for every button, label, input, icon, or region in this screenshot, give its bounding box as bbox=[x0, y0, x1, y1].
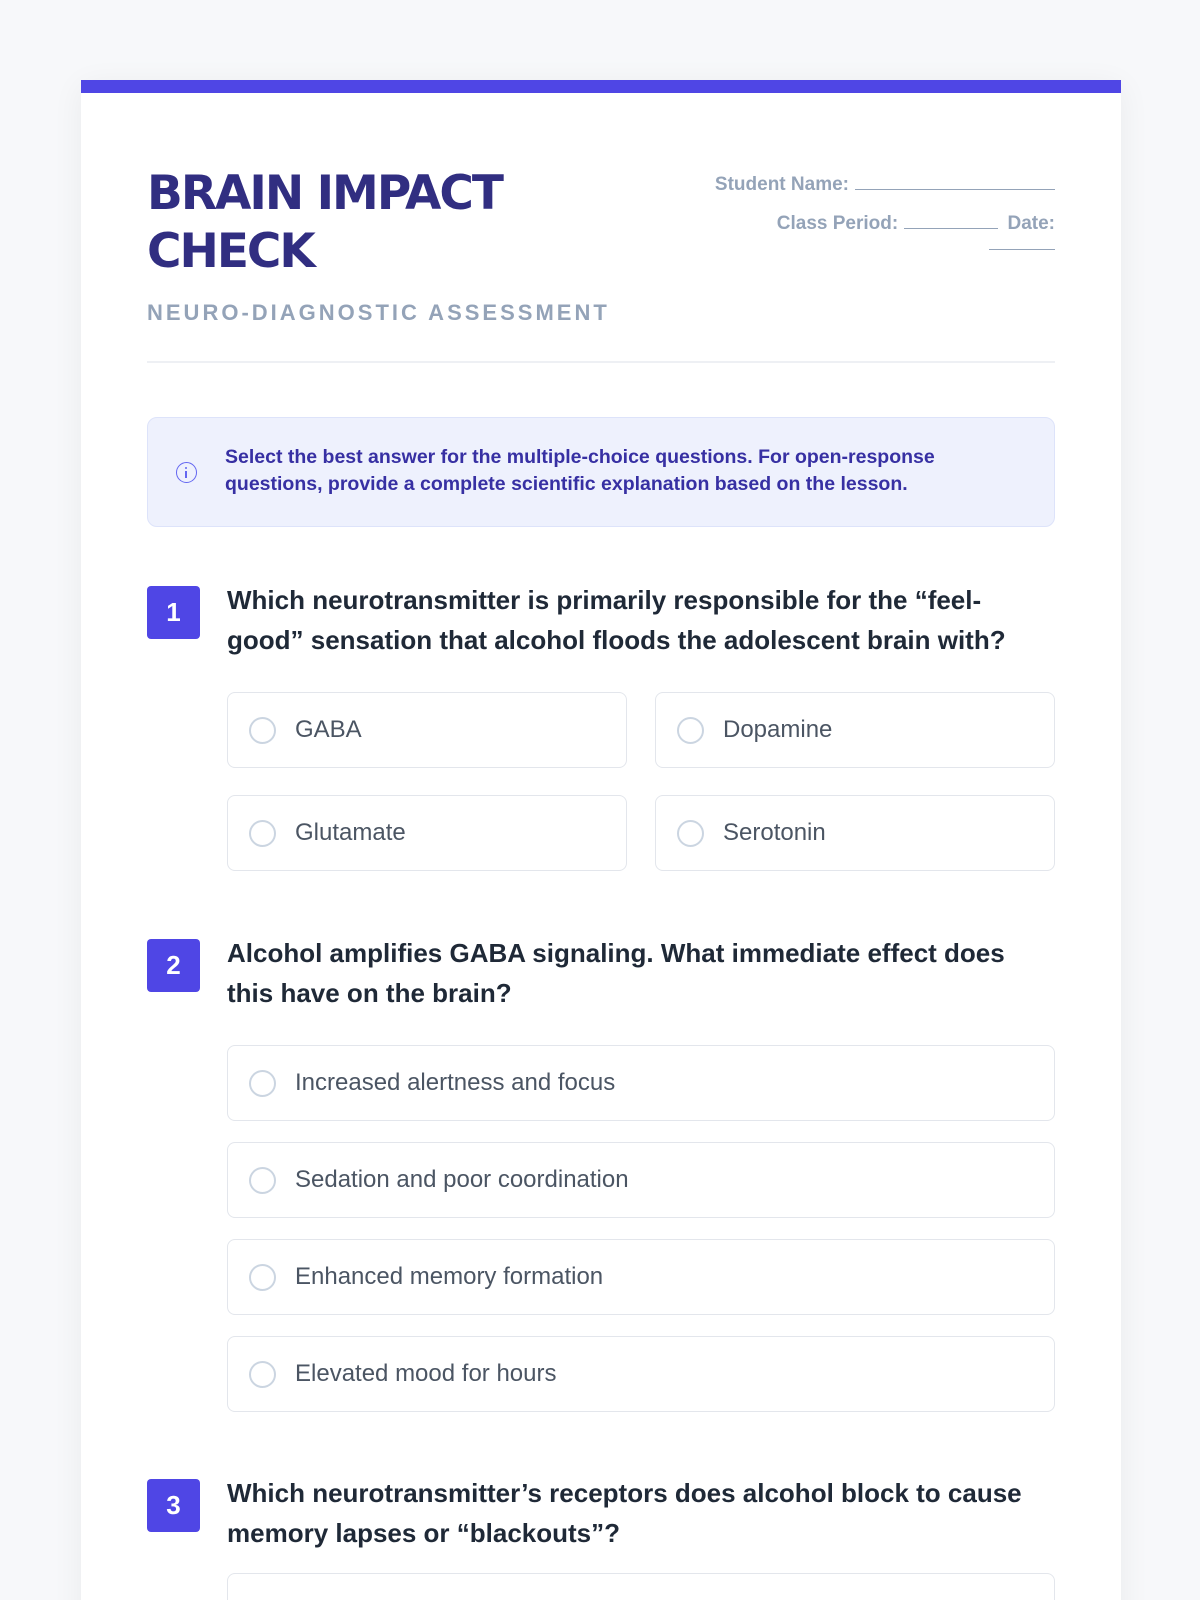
option-label: GABA bbox=[295, 716, 362, 743]
assessment-sheet bbox=[81, 80, 1121, 1600]
question-number: 1 bbox=[147, 586, 200, 639]
page-subtitle: NEURO-DIAGNOSTIC ASSESSMENT bbox=[147, 300, 610, 325]
option-label: Glutamate bbox=[295, 819, 406, 846]
answer-option[interactable] bbox=[227, 1336, 1055, 1412]
instructions-box bbox=[147, 417, 1055, 527]
option-label: Enhanced memory formation bbox=[295, 1263, 604, 1290]
answer-option[interactable] bbox=[227, 1573, 1055, 1600]
radio-empty-icon[interactable] bbox=[249, 1264, 276, 1291]
student-info bbox=[695, 165, 1055, 254]
student-name-row bbox=[695, 165, 1055, 205]
answer-option[interactable] bbox=[227, 1142, 1055, 1218]
radio-empty-icon[interactable] bbox=[249, 1361, 276, 1388]
answer-option[interactable] bbox=[227, 1045, 1055, 1121]
question-text: Which neurotransmitter is primarily responsible for the “feel-good” sensation that alcohol floods the adolescent brain with? bbox=[227, 585, 1006, 655]
date-field[interactable] bbox=[989, 232, 1055, 250]
radio-empty-icon[interactable] bbox=[249, 820, 276, 847]
student-name-field[interactable] bbox=[855, 172, 1055, 190]
header bbox=[147, 165, 1055, 365]
radio-empty-icon[interactable] bbox=[249, 1070, 276, 1097]
answer-option[interactable] bbox=[655, 692, 1055, 768]
question-text: Which neurotransmitter’s receptors does alcohol block to cause memory lapses or “blackouts”? bbox=[227, 1478, 1022, 1548]
answer-option[interactable] bbox=[227, 692, 627, 768]
question-number: 3 bbox=[147, 1479, 200, 1532]
radio-empty-icon[interactable] bbox=[677, 820, 704, 847]
student-name-label: Student Name: bbox=[714, 174, 849, 195]
option-label: Dopamine bbox=[723, 716, 833, 743]
option-label: Serotonin bbox=[723, 819, 826, 846]
option-label: Elevated mood for hours bbox=[295, 1360, 557, 1387]
option-label: Sedation and poor coordination bbox=[295, 1166, 629, 1193]
option-label: Increased alertness and focus bbox=[295, 1069, 616, 1096]
answer-option[interactable] bbox=[227, 795, 627, 871]
radio-empty-icon[interactable] bbox=[249, 717, 276, 744]
answer-option[interactable] bbox=[655, 795, 1055, 871]
question-number: 2 bbox=[147, 939, 200, 992]
header-divider bbox=[147, 361, 1055, 363]
info-circle-icon bbox=[176, 462, 197, 483]
instructions-text: Select the best answer for the multiple-choice questions. For open-response questions, provide a complete scientific explanation based on the lesson. bbox=[225, 446, 935, 495]
radio-empty-icon[interactable] bbox=[249, 1167, 276, 1194]
answer-option[interactable] bbox=[227, 1239, 1055, 1315]
page-title: BRAIN IMPACT CHECK bbox=[147, 166, 502, 279]
radio-empty-icon[interactable] bbox=[677, 717, 704, 744]
class-period-label: Class Period: bbox=[776, 213, 899, 234]
class-period-field[interactable] bbox=[904, 211, 998, 229]
question-text: Alcohol amplifies GABA signaling. What immediate effect does this have on the brain? bbox=[227, 938, 1005, 1008]
date-label: Date: bbox=[1007, 213, 1055, 234]
